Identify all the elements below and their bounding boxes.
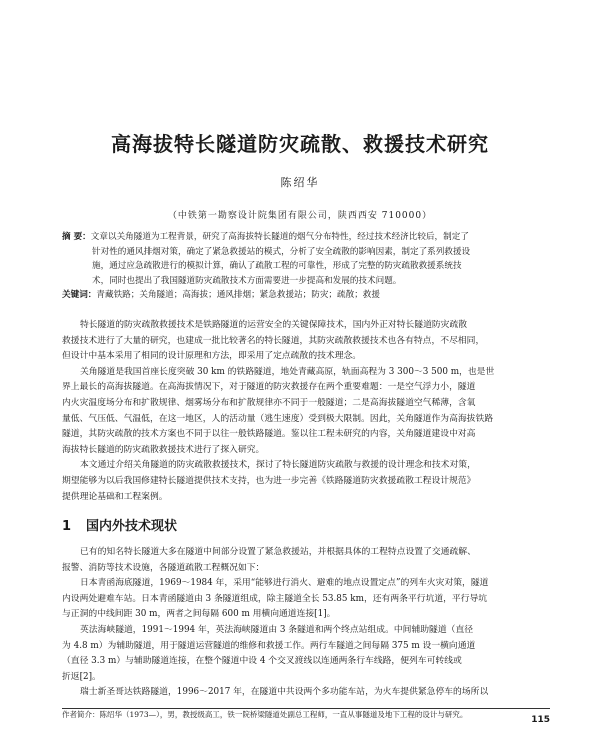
keywords-label: 关键词： (62, 290, 97, 301)
text-line: 内设两处避难车站。日本青函隧道由 3 条隧道组成，除主隧道全长 53.85 km，还有两条平行坑道，平行导坑 (62, 593, 488, 604)
text-line: 海拔特长隧道的防灾疏散救援技术进行了探入研究。 (62, 444, 265, 455)
abstract-line: 针对性的通风排烟对策，确定了紧急救援站的模式，分析了安全疏散的影响因素，制定了系列救援设 (92, 246, 471, 257)
keywords-text: 青藏铁路；关角隧道；高海拔；通风排烟；紧急救援站；防灾；疏散；救援 (96, 290, 380, 301)
abstract-block (62, 230, 550, 303)
keywords-line (62, 288, 550, 303)
text-line: 本文通过介绍关角隧道的防灾疏散救援技术，探讨了特长隧道防灾疏散与救援的设计理念和技术对策， (80, 460, 476, 471)
paper-author: 陈绍华 (280, 176, 320, 189)
text-line: 特长隧道的防灾疏散救援技术是铁路隧道的运营安全的关键保障技术，国内外正对特长隧道防灾疏散 (80, 320, 468, 330)
text-line: 期望能够为以后我国修建特长隧道提供技术支持，也为进一步完善《铁路隧道防灾救援疏散工程设计规范》 (62, 475, 476, 486)
paper-title: 高海拔特长隧道防灾疏散、救援技术研究 (111, 132, 489, 156)
page-number: 115 (531, 715, 550, 725)
abstract-line: 施，通过应急疏散进行的模拟计算，确认了疏散工程的可靠性，形成了完整的防灾疏散救援系统技 (92, 261, 462, 272)
abstract-line: 术，同时也提出了我国隧道防灾疏散技术方面需要进一步提高和发展的技术问题。 (92, 275, 402, 286)
abstract-line (62, 230, 550, 245)
text-line: 已有的知名特长隧道大多在隧道中间部分设置了紧急救援站，并根据具体的工程特点设置了交通疏解、 (80, 547, 476, 557)
text-line: 关角隧道是我国首座长度突破 30 km 的铁路隧道，地处青藏高原，轨面高程为 3 300～3 500 m，也是世 (80, 366, 495, 377)
text-line: 量低、气压低、气温低，在这一地区，人的活动量（逃生速度）受到极大限制。因此，关角隧道作为高海拔铁路 (62, 413, 494, 424)
paper-affiliation: （中铁第一勘察设计院集团有限公司，陕西西安 710000） (167, 211, 433, 221)
abstract-text: 文章以关角隧道为工程背景，研究了高海拔特长隧道的烟气分布特性，经过技术经济比较后，制定了 (90, 232, 469, 242)
text-line: 提供理论基础和工程案例。 (62, 491, 168, 502)
text-line: 英法海峡隧道，1991～1994 年，英法海峡隧道由 3 条隧道和两个终点站组成。中间辅助隧道（直径 (80, 624, 474, 635)
section-heading (62, 515, 177, 534)
text-line: 内火灾温度场分布和扩散规律、烟雾场分布和扩散规律亦不同于一般隧道；二是高海拔隧道空气稀薄，含氧 (62, 397, 476, 408)
text-line: 报警、消防等技术设施，各隧道疏散工程概况如下： (62, 562, 265, 573)
section-title: 国内外技术现状 (86, 519, 178, 534)
section-body (62, 545, 550, 701)
text-line: 折返[2]。 (62, 671, 101, 682)
text-line: 瑞士新圣哥达铁路隧道，1996～2017 年，在隧道中共设两个多功能车站，为火车提供紧急停车的场所以 (80, 687, 489, 698)
intro-section (62, 318, 550, 505)
text-line: 界上最长的高海拔隧道。在高海拔情况下，对于隧道的防灾救援存在两个重要难题：一是空气浮力小，隧道 (62, 382, 476, 393)
author-footnote: 作者简介：陈绍华（1973—），男，教授级高工，铁一院桥梁隧道处副总工程师，一直从事隧道及地下工程的设计与研究。 (62, 710, 468, 719)
text-line: 日本青函海底隧道，1969～1984 年，采用“能够进行消火、避难的地点设置定点”的列车火灾对策，隧道 (80, 578, 489, 589)
abstract-label: 摘 要： (62, 232, 91, 242)
text-line: 隧道，其防灾疏散的技术方案也不同于以往一般铁路隧道。鉴以往工程未研究的内容，关角隧道建设中对高 (62, 429, 476, 440)
text-line: 但设计中基本采用了相同的设计原理和方法，即采用了定点疏散的技术理念。 (62, 351, 362, 362)
text-line: 救援技术进行了大量的研究，也建成一批比较著名的特长隧道，其防灾疏散救援技术也各有特点，不尽相同， (62, 335, 485, 346)
text-line: 为 4.8 m）为辅助隧道，用于隧道运营隧道的维修和救援工作。两行车隧道之间每隔 375 m 设一横向通道 (62, 640, 476, 651)
text-line: 与正洞的中线间距 30 m，两者之间每隔 600 m 用横向通道连接[1]。 (62, 609, 336, 620)
text-line: （直径 3.3 m）与辅助隧道连接，在整个隧道中设 4 个交叉渡线以连通两条行车线路，便列车可转线或 (62, 656, 462, 667)
section-number: 1 (62, 519, 72, 534)
